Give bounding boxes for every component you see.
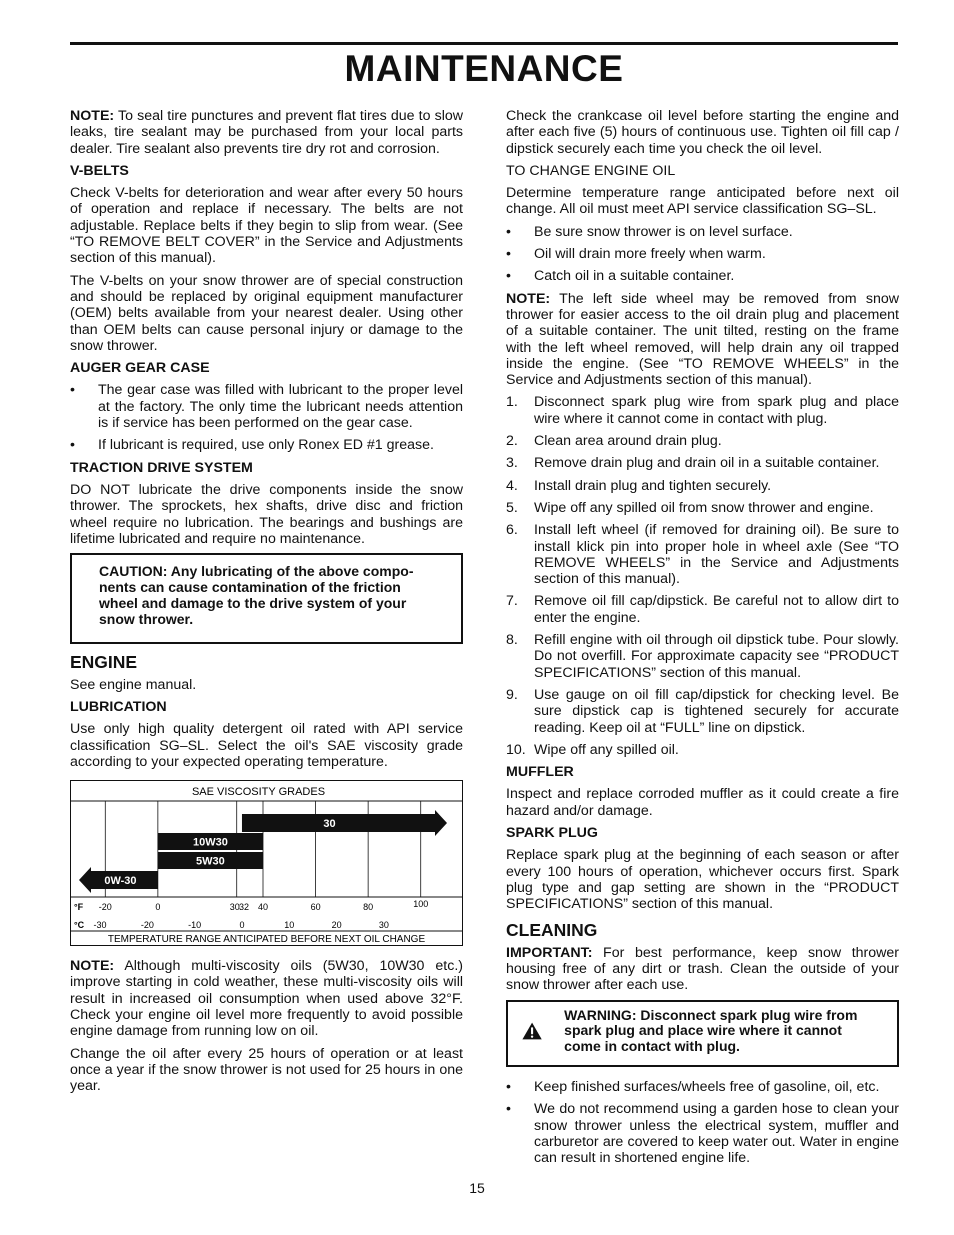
change-oil-heading: TO CHANGE ENGINE OIL xyxy=(506,162,676,179)
fahrenheit-tick-label: -20 xyxy=(98,902,112,913)
viscosity-bar-label: 10W30 xyxy=(192,836,228,849)
cleaning-heading: CLEANING xyxy=(506,920,598,941)
warning-box xyxy=(506,1000,899,1067)
celsius-tick-label: 20 xyxy=(331,920,342,931)
celsius-tick-label: 0 xyxy=(239,920,245,931)
chart-xlabel: TEMPERATURE RANGE ANTICIPATED BEFORE NEXT OIL CHANGE xyxy=(107,934,426,946)
list-item: 10. Wipe off any spilled oil. xyxy=(506,741,679,758)
celsius-tick-label: 10 xyxy=(284,920,295,931)
celsius-tick-label: -20 xyxy=(140,920,154,931)
spark-plug-heading: SPARK PLUG xyxy=(506,824,598,841)
spark-plug-paragraph: Replace spark plug at the beginning of each season or after every 100 hours of operation, whichever occurs first. Spark plug type and gap setting are shown in the “PRODUCT SPECIFICATIONS” section of this manual. xyxy=(506,847,899,913)
list-item: • If lubricant is required, use only Ronex ED #1 grease. xyxy=(70,437,434,454)
list-item: • Keep finished surfaces/wheels free of gasoline, oil, etc. xyxy=(506,1079,880,1096)
list-item: 3. Remove drain plug and drain oil in a suitable container. xyxy=(506,455,880,472)
fahrenheit-tick-label: 40 xyxy=(257,902,269,913)
muffler-heading: MUFFLER xyxy=(506,764,574,781)
fahrenheit-axis-label: °F xyxy=(74,902,84,913)
fahrenheit-tick-label: 32 xyxy=(238,902,249,913)
page-title: MAINTENANCE xyxy=(344,48,624,89)
prep-bullet-list xyxy=(506,224,899,285)
list-item: • Oil will drain more freely when warm. xyxy=(506,246,766,263)
list-item: 9. Use gauge on oil fill cap/dipstick for checking level. Be sure dipstick cap is tightened securely for accurate reading. Keep oil at “FULL” line on dipstick. xyxy=(506,686,899,736)
list-item: • Catch oil in a suitable container. xyxy=(506,268,735,285)
engine-heading: ENGINE xyxy=(70,652,138,673)
determine-temperature-paragraph: Determine temperature range anticipated before next oil change. All oil must meet API service classification SG–SL. xyxy=(506,185,899,218)
lubrication-heading: LUBRICATION xyxy=(70,698,167,715)
celsius-tick-label: -30 xyxy=(93,920,107,931)
check-oil-paragraph: Check the crankcase oil level before starting the engine and after each five (5) hours of continuous use. Tighten oil fill cap / dipstick securely each time you check the oil level. xyxy=(506,108,899,157)
tire-sealant-note: NOTE: To seal tire punctures and prevent flat tires due to slow leaks, tire sealant may be purchased from your local parts dealer. Tire sealant also prevents tire dry rot and corrosion. xyxy=(70,108,463,157)
important-paragraph: IMPORTANT: For best performance, keep snow thrower housing free of any dirt or trash. Clean the outside of your snow thrower after each use. xyxy=(506,944,899,994)
list-item: • Be sure snow thrower is on level surface. xyxy=(506,223,793,240)
lubrication-paragraph: Use only high quality detergent oil rated with API service classification SG–SL. Select the oil's SAE viscosity grade according to your expected operating temperature. xyxy=(70,721,463,770)
engine-paragraph: See engine manual. xyxy=(70,676,197,693)
list-item: 7. Remove oil fill cap/dipstick. Be careful not to allow dirt to enter the engine. xyxy=(506,593,899,626)
fahrenheit-tick-label: 30 xyxy=(229,902,240,913)
muffler-paragraph: Inspect and replace corroded muffler as it could create a fire hazard and/or damage. xyxy=(506,786,899,819)
auger-bullet-list xyxy=(70,382,463,453)
multi-viscosity-note: NOTE: Although multi-viscosity oils (5W30, 10W30 etc.) improve starting in cold weather, these multi-viscosity oils will result in increased oil consumption when used above 32°F. Check your engine oil level more frequently to avoid possible engine damage from running low on oil. xyxy=(70,958,463,1040)
sae-viscosity-chart xyxy=(70,780,463,946)
caution-text: CAUTION: Any lubricating of the above components can cause contamination of the friction wheel and damage to the drive system of your snow thrower. xyxy=(99,563,414,627)
viscosity-bar-label: 0W-30 xyxy=(104,875,137,888)
viscosity-bar-label: 30 xyxy=(323,818,336,831)
left-wheel-note: NOTE: The left side wheel may be removed from snow thrower for easier access to the oil drain plug and placement of a suitable container. The unit tilted, resting on the frame with the left wheel removed, will help drain any oil trapped inside the engine. (See “TO REMOVE WHEELS” in the Service and Adjustments section of this manual). xyxy=(506,290,899,389)
list-item: • The gear case was filled with lubricant to the proper level at the factory. The only time the lubricant needs attention is if service has been performed on the gear case. xyxy=(70,382,463,432)
celsius-tick-label: 30 xyxy=(378,920,389,931)
traction-drive-heading: TRACTION DRIVE SYSTEM xyxy=(70,459,253,476)
list-item: 1. Disconnect spark plug wire from spark plug and place wire where it cannot come in contact with plug. xyxy=(506,394,899,427)
celsius-tick-label: -10 xyxy=(188,920,202,931)
fahrenheit-tick-label: 60 xyxy=(310,902,321,913)
fahrenheit-tick-label: 80 xyxy=(363,902,374,913)
list-item: 2. Clean area around drain plug. xyxy=(506,433,722,450)
list-item: 8. Refill engine with oil through oil dipstick tube. Pour slowly. Do not overfill. For approximate capacity see “PRODUCT SPECIFICATIONS” section of this manual. xyxy=(506,632,899,681)
caution-box xyxy=(70,553,463,644)
fahrenheit-tick-label: 100 xyxy=(413,899,429,910)
warning-triangle-icon xyxy=(522,1010,542,1052)
list-item: 5. Wipe off any spilled oil from snow thrower and engine. xyxy=(506,499,874,516)
vbelts-heading: V-BELTS xyxy=(70,162,129,179)
traction-drive-paragraph: DO NOT lubricate the drive components inside the snow thrower. The sprockets, hex shafts, drive disc and friction wheel require no lubrication. The bearings and bushings are lifetime lubricated and require no maintenance. xyxy=(70,481,463,547)
list-item: 6. Install left wheel (if removed for draining oil). Be sure to install klick pin into proper hole in wheel axle (See “TO REMOVE WHEELS” in the Service and Adjustments section of this manual). xyxy=(506,522,899,588)
viscosity-chart-svg xyxy=(71,781,462,945)
cleaning-bullet-list xyxy=(506,1079,899,1166)
page-number: 15 xyxy=(469,1180,485,1196)
vbelts-paragraph-1: Check V-belts for deterioration and wear after every 50 hours of operation and replace if necessary. The belts are not adjustable. Replace belts if they begin to slip from wear. (See “TO REMOVE BELT COVER” in the Service and Adjustments section of this manual). xyxy=(70,185,463,267)
oil-change-steps xyxy=(506,394,899,758)
header-rule xyxy=(70,42,898,45)
fahrenheit-tick-label: 0 xyxy=(155,902,161,913)
celsius-axis-label: °C xyxy=(74,920,85,931)
warning-text: WARNING: Disconnect spark plug wire from spark plug and place wire where it cannot come in contact with plug. xyxy=(564,1006,858,1055)
viscosity-bar-30 xyxy=(242,810,447,836)
oil-change-interval: Change the oil after every 25 hours of operation or at least once a year if the snow thrower is not used for 25 hours in one year. xyxy=(70,1045,463,1095)
left-column xyxy=(70,108,463,1100)
list-item: 4. Install drain plug and tighten securely. xyxy=(506,477,772,494)
list-item: • We do not recommend using a garden hose to clean your snow thrower unless the electrical system, muffler and carburetor are covered to keep water out. Water in engine can result in shortened engine life. xyxy=(506,1101,899,1167)
chart-title: SAE VISCOSITY GRADES xyxy=(191,786,326,799)
right-column xyxy=(506,108,899,1173)
vbelts-paragraph-2: The V-belts on your snow thrower are of special construction and should be replaced by original equipment manufacturer (OEM) belts available from your nearest dealer. Using other than OEM belts can cause personal injury or damage to the snow thrower. xyxy=(70,272,463,354)
auger-gear-case-heading: AUGER GEAR CASE xyxy=(70,360,210,377)
viscosity-bar-label: 5W30 xyxy=(196,855,225,868)
